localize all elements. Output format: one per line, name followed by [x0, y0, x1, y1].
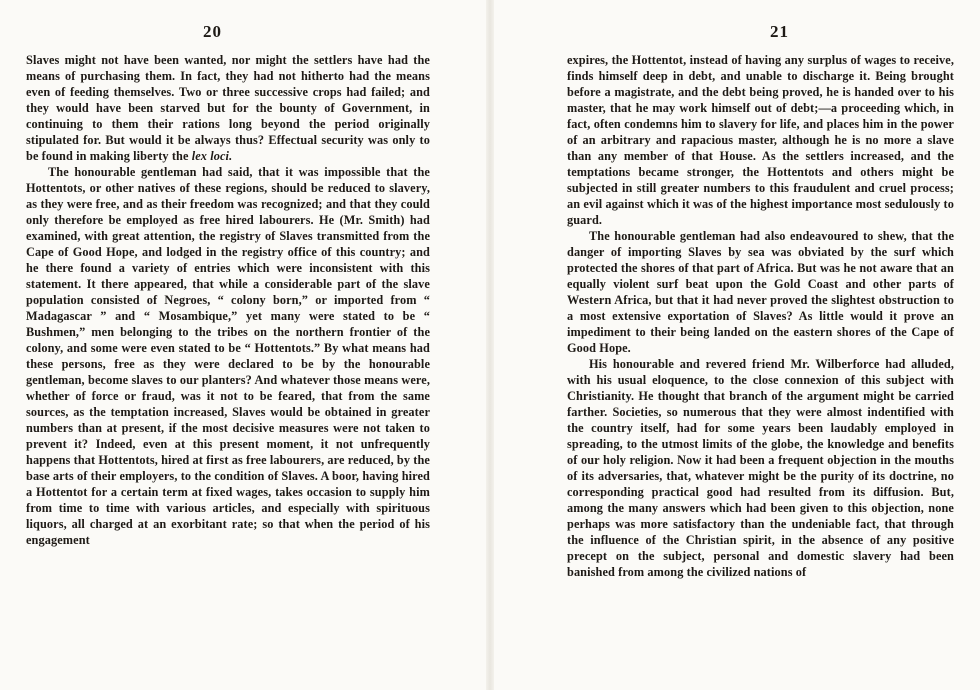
left-paragraph-1: Slaves might not have been wanted, nor might the settlers have had the means of purchasing them. In fact, they had not hitherto had the means even of feeding themselves. Two or three successive crops had failed; and they would have been starved but for the bounty of Government, in continuing to them their rations long beyond the period originally stipulated for. But would it be always thus? Effectual security was only to be found in making liberty the lex loci.: [26, 53, 430, 163]
left-paragraph-2: The honourable gentleman had said, that it was impossible that the Hottentots, or other natives of these regions, should be reduced to slavery, as they were free, and as their freedom was recognized; and that they could only therefore be employed as free hired labourers. He (Mr. Smith) had examined, with great attention, the registry of Slaves transmitted from the Cape of Good Hope, and lodged in the registry office of this country; and he there found a variety of entries which were inconsistent with this statement. It there appeared, that while a considerable part of the slave population consisted of Negroes, “ colony born,” or imported from “ Madagascar ” and “ Mosambique,” yet many were stated to be “ Bushmen,” men belonging to the tribes on the northern frontier of the colony, and some were even stated to be “ Hottentots.” By what means had these persons, free as they were declared to be by the honourable gentleman, become slaves to our planters? And whatever those means were, whether of force or fraud, was it not to be feared, that from the same sources, as the temptation increased, Slaves would be obtained in greater numbers than at present, if the most decisive measures were not taken to prevent it? Indeed, even at this present moment, it not unfrequently happens that Hottentots, hired at first as free labourers, are reduced, by the base arts of their employers, to the condition of Slaves. A boor, having hired a Hottentot for a certain term at fixed wages, takes occasion to supply him from time to time with various articles, and especially with spirituous liquors, all charged at an exorbitant rate; so that when the period of his engagement: [26, 165, 430, 547]
left-page-text: [26, 52, 430, 548]
left-page-number: 20: [203, 22, 222, 41]
right-page-text: [567, 52, 954, 580]
right-paragraph-2: The honourable gentleman had also endeavoured to shew, that the danger of importing Slaves by sea was obviated by the surf which protected the shores of that part of Africa. But was he not aware that an equally violent surf beat upon the Gold Coast and other parts of Western Africa, but that it had never proved the slightest obstruction to a most extensive exportation of Slaves? As little would it prove an impediment to their being landed on the eastern shores of the Cape of Good Hope.: [567, 229, 954, 355]
lex-loci-italic: lex loci.: [191, 149, 233, 163]
right-paragraph-3: His honourable and revered friend Mr. Wilberforce had alluded, with his usual eloquence, to the close connexion of this subject with Christianity. He thought that branch of the argument might be carried farther. Societies, so numerous that they were almost indentified with the country itself, had for some years been laudably employed in spreading, to the utmost limits of the globe, the knowledge and benefits of our holy religion. Now it had been a frequent objection in the mouths of its adversaries, that, whatever might be the purity of its doctrine, no corresponding practical good had resulted from its diffusion. But, among the many answers which had been given to this objection, none perhaps was more satisfactory than the undeniable fact, that through the influence of the Christian spirit, in the absence of any positive precept on the subject, personal and domestic slavery had been banished from among the civilized nations of: [567, 357, 954, 579]
right-page-number: 21: [770, 22, 789, 41]
right-paragraph-1: expires, the Hottentot, instead of having any surplus of wages to receive, finds himself deep in debt, and unable to discharge it. Being brought before a magistrate, and the debt being proved, he is handed over to his master, that he may work himself out of debt;—a proceeding which, in fact, often condemns him to slavery for life, and places him in the power of an arbitrary and rapacious master, although he is no more a slave than any member of that House. As the settlers increased, and the temptations became stronger, the Hottentots and others might be subjected in still greater numbers to this fraudulent and cruel process; an evil against which it was of the highest importance most sedulously to guard.: [567, 53, 954, 227]
